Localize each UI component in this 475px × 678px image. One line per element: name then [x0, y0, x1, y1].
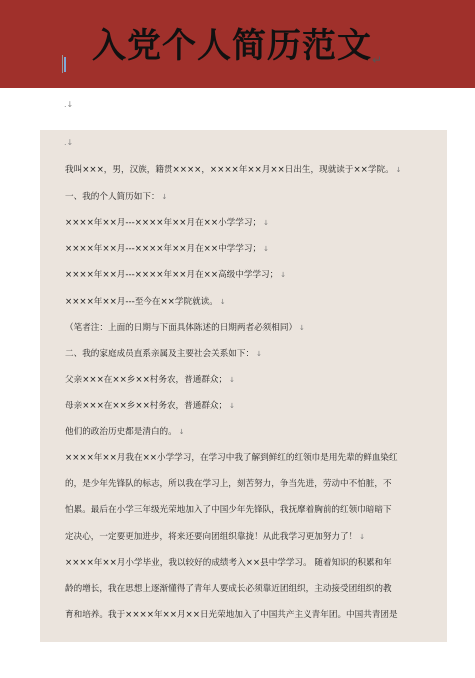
line-text: 他们的政治历史都是清白的。 — [65, 427, 177, 437]
document-line — [65, 608, 398, 620]
document-line — [65, 242, 269, 254]
line-text: ××××年××月小学毕业，我以较好的成绩考入××县中学学习。 随着知识的积累和年 — [65, 558, 392, 568]
document-line — [65, 163, 402, 175]
line-text: ××××年××月---××××年××月在××高级中学学习； — [65, 270, 279, 280]
line-text: 我叫×××，男，汉族，籍贯××××，××××年××月××日出生，现就读于××学院。 — [65, 165, 394, 175]
line-text: 的，是少年先锋队的标志，所以我在学习上，刻苦努力，争当先进，劳动中不怕脏，不 — [65, 479, 392, 489]
line-break-mark: ↓ — [263, 219, 269, 227]
document-line — [65, 582, 392, 594]
line-text: ××××年××月我在××小学学习，在学习中我了解到鲜红的红领巾是用先辈的鲜血染红 — [65, 453, 398, 463]
line-break-mark: ↓ — [299, 324, 305, 332]
document-line — [65, 347, 262, 359]
line-text: 一、我的个人简历如下： — [65, 192, 160, 202]
line-text: 育和培养。我于××××年××月××日光荣地加入了中国共产主义青年团。中国共青团是 — [65, 610, 398, 620]
line-break-mark: ↓ — [256, 350, 262, 358]
line-break-mark: ↓ — [280, 271, 287, 279]
line-text: 怕累。最后在小学三年级光荣地加入了中国少年先锋队，我抚摩着胸前的红领巾暗暗下 — [65, 505, 392, 515]
document-line — [65, 190, 167, 202]
document-line — [65, 503, 392, 515]
line-text: 二、我的家庭成员直系亲属及主要社会关系如下： — [65, 349, 255, 359]
text-cursor[interactable] — [64, 57, 66, 72]
document-line — [65, 373, 235, 385]
document-line — [65, 530, 365, 542]
line-break-mark: ↓ — [229, 376, 235, 384]
title-text: 入党个人简历范文 — [91, 26, 372, 66]
empty-paragraph-mark: .↓ — [64, 100, 74, 109]
line-break-mark: ↓ — [395, 166, 402, 174]
document-line — [65, 451, 398, 463]
document-line — [65, 268, 286, 280]
line-text: ××××年××月---至今在××学院就读。 — [65, 297, 218, 307]
document-line — [65, 477, 392, 489]
document-line — [65, 556, 392, 568]
document-title — [0, 18, 475, 67]
line-break-mark: ↓ — [359, 533, 366, 541]
text-cursor-line — [62, 55, 63, 73]
line-break-mark: ↓ — [161, 193, 168, 201]
line-text: ××××年××月---××××年××月在××中学学习； — [65, 244, 262, 254]
paragraph-mark: ↵ — [371, 53, 384, 67]
line-text: 父亲×××在××乡××村务农，普通群众； — [65, 375, 228, 385]
line-break-mark: ↓ — [219, 298, 226, 306]
line-text: 龄的增长，我在思想上逐渐懂得了青年人要成长必须靠近团组织，主动接受团组织的教 — [65, 584, 392, 594]
document-line — [65, 399, 235, 411]
line-break-mark: ↓ — [229, 402, 235, 410]
empty-paragraph-mark-2: .↓ — [64, 138, 74, 147]
document-line — [65, 425, 185, 437]
line-break-mark: ↓ — [263, 245, 269, 253]
line-text: 定决心，一定要更加进步，将来还要向团组织靠拢！从此我学习更加努力了！ — [65, 532, 358, 542]
document-line — [65, 321, 305, 333]
line-text: 母亲×××在××乡××村务农，普通群众； — [65, 401, 228, 411]
document-line — [65, 295, 226, 307]
line-break-mark: ↓ — [178, 428, 185, 436]
document-line — [65, 216, 269, 228]
line-text: ××××年××月---××××年××月在××小学学习； — [65, 218, 262, 228]
line-text: （笔者注：上面的日期与下面具体陈述的日期两者必须相同） — [65, 323, 298, 333]
